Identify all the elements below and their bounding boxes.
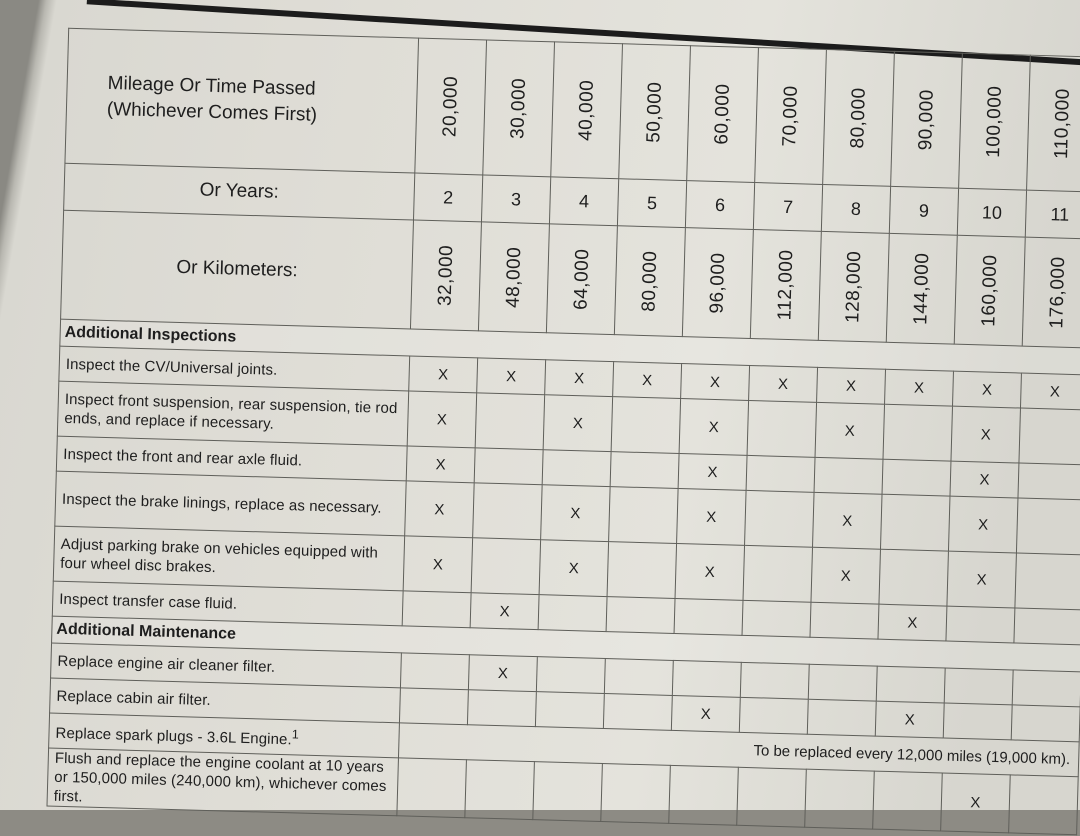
empty-cell xyxy=(533,762,603,822)
empty-cell xyxy=(737,767,807,827)
mileage-cell xyxy=(551,42,623,179)
empty-cell xyxy=(944,668,1013,705)
empty-cell xyxy=(876,666,945,703)
empty-cell xyxy=(606,597,675,634)
kilometer-wrap xyxy=(887,234,957,344)
empty-cell xyxy=(535,692,604,729)
empty-cell xyxy=(805,769,875,829)
service-mark: X xyxy=(950,461,1019,498)
mileage-cell xyxy=(415,38,487,175)
row-label xyxy=(47,748,398,816)
service-mark: X xyxy=(406,446,475,483)
empty-cell xyxy=(399,688,468,725)
empty-cell xyxy=(542,450,611,487)
kilometer-value: 176,000 xyxy=(1045,256,1069,329)
mileage-header-label xyxy=(65,28,419,173)
empty-cell xyxy=(467,690,536,727)
empty-cell xyxy=(1016,498,1080,555)
service-mark: X xyxy=(813,492,883,549)
year-value: 9 xyxy=(889,186,958,235)
mileage-cell xyxy=(619,44,691,181)
year-value: 2 xyxy=(413,173,482,222)
kilometer-cell xyxy=(410,220,481,331)
mileage-wrap xyxy=(1027,56,1080,192)
empty-cell xyxy=(604,659,673,696)
mileage-value: 80,000 xyxy=(846,87,870,149)
schedule-body xyxy=(47,28,1080,834)
kilometer-value: 96,000 xyxy=(706,252,729,314)
empty-cell xyxy=(607,542,677,599)
kilometer-value: 128,000 xyxy=(841,250,865,324)
mileage-value: 70,000 xyxy=(778,85,802,147)
mileage-wrap xyxy=(551,42,622,178)
kilometer-wrap xyxy=(751,230,821,340)
year-value: 8 xyxy=(821,184,890,233)
year-value: 6 xyxy=(685,181,754,230)
empty-cell xyxy=(1012,670,1080,707)
mileage-cell xyxy=(1027,55,1080,192)
mileage-wrap xyxy=(959,54,1030,190)
kilometer-wrap xyxy=(819,232,889,342)
empty-cell xyxy=(882,459,951,496)
mileage-cell xyxy=(959,53,1031,190)
kilometer-cell xyxy=(954,235,1025,346)
year-value: 5 xyxy=(617,179,686,228)
row-label xyxy=(53,526,404,591)
footnote-marker: 1 xyxy=(291,727,300,742)
empty-cell xyxy=(1019,408,1080,465)
service-mark: X xyxy=(403,536,473,593)
empty-cell xyxy=(739,697,808,734)
kilometer-cell xyxy=(886,233,957,344)
empty-cell xyxy=(674,598,743,635)
mileage-wrap xyxy=(415,39,486,175)
year-value: 4 xyxy=(549,177,618,226)
row-label xyxy=(55,471,406,536)
mileage-cell xyxy=(755,48,827,185)
mileage-value: 110,000 xyxy=(1050,87,1074,160)
kilometer-cell xyxy=(1022,237,1080,348)
service-mark: X xyxy=(613,362,682,399)
mileage-wrap xyxy=(619,44,690,180)
section-title: Additional Inspections xyxy=(60,319,1080,375)
empty-cell xyxy=(475,393,545,450)
mileage-wrap xyxy=(755,48,826,184)
mileage-wrap xyxy=(483,40,554,176)
empty-cell xyxy=(402,591,471,628)
service-mark: X xyxy=(953,371,1022,408)
empty-cell xyxy=(747,400,817,457)
row-label-text: Flush and replace the engine coolant at 10 years or 150,000 miles (240,000 km), whichever comes first. xyxy=(53,749,387,806)
empty-cell xyxy=(609,487,679,544)
service-mark: X xyxy=(539,540,609,597)
service-mark: X xyxy=(477,358,546,395)
kilometer-value: 48,000 xyxy=(502,246,525,309)
row-label-text: Inspect the brake linings, replace as necessary. xyxy=(61,490,382,517)
kilometer-wrap xyxy=(411,221,481,331)
empty-cell xyxy=(745,490,815,547)
section-title: Additional Maintenance xyxy=(52,616,1080,672)
empty-cell xyxy=(742,600,811,637)
service-mark: X xyxy=(541,485,611,542)
mileage-value: 20,000 xyxy=(438,75,462,138)
mileage-cell xyxy=(823,49,895,186)
mileage-value: 50,000 xyxy=(642,81,666,144)
service-mark: X xyxy=(815,402,885,459)
service-mark: X xyxy=(1020,373,1080,410)
year-value: 7 xyxy=(753,183,822,232)
mileage-value: 100,000 xyxy=(982,85,1006,159)
service-mark: X xyxy=(409,356,478,393)
service-mark: X xyxy=(678,454,747,491)
service-mark: X xyxy=(941,773,1011,833)
service-mark: X xyxy=(545,360,614,397)
kilometer-cell xyxy=(682,228,753,339)
empty-cell xyxy=(672,660,741,697)
empty-cell xyxy=(880,494,950,551)
maintenance-schedule-table xyxy=(46,28,1080,835)
service-mark: X xyxy=(681,364,750,401)
empty-cell xyxy=(808,664,877,701)
empty-cell xyxy=(473,483,543,540)
row-label-text: Inspect the CV/Universal joints. xyxy=(65,355,278,379)
year-value: 10 xyxy=(957,188,1026,237)
kilometer-wrap xyxy=(1023,238,1080,348)
empty-cell xyxy=(946,606,1015,643)
empty-cell xyxy=(474,448,543,485)
service-mark: X xyxy=(677,489,747,546)
mileage-cell xyxy=(891,51,963,188)
mileage-header-line1: Mileage Or Time Passed xyxy=(107,72,316,100)
empty-cell xyxy=(743,545,813,602)
kilometer-value: 80,000 xyxy=(638,250,661,312)
kilometer-wrap xyxy=(479,222,549,332)
interval-note: To be replaced every 12,000 miles (19,000 km). xyxy=(398,723,1079,777)
year-value: 11 xyxy=(1025,190,1080,239)
kilometer-wrap xyxy=(683,228,753,338)
empty-cell xyxy=(610,452,679,489)
empty-cell xyxy=(740,662,809,699)
years-label: Or Years: xyxy=(64,163,415,220)
empty-cell xyxy=(1018,463,1080,500)
service-mark: X xyxy=(407,391,477,448)
row-label-text: Inspect transfer case fluid. xyxy=(59,590,238,613)
kilometer-cell xyxy=(750,230,821,341)
row-label-text: Replace spark plugs - 3.6L Engine. xyxy=(55,724,292,749)
mileage-value: 30,000 xyxy=(506,77,530,140)
empty-cell xyxy=(746,455,815,492)
empty-cell xyxy=(471,538,541,595)
row-label-text: Adjust parking brake on vehicles equipped with four wheel disc brakes. xyxy=(60,535,379,577)
service-mark: X xyxy=(543,395,613,452)
empty-cell xyxy=(1009,775,1079,835)
empty-cell xyxy=(669,765,739,825)
kilometer-value: 144,000 xyxy=(909,252,933,326)
service-mark: X xyxy=(875,701,944,738)
row-label xyxy=(57,381,408,446)
mileage-value: 40,000 xyxy=(574,79,598,142)
empty-cell xyxy=(601,764,671,824)
service-mark: X xyxy=(817,367,886,404)
row-label-text: Replace engine air cleaner filter. xyxy=(57,652,276,676)
row-label-text: Replace cabin air filter. xyxy=(56,687,211,709)
kilometer-value: 64,000 xyxy=(570,248,593,311)
mileage-cell xyxy=(687,46,759,183)
empty-cell xyxy=(873,771,943,831)
mileage-value: 60,000 xyxy=(710,83,734,145)
service-mark: X xyxy=(470,593,539,630)
mileage-header-line2: (Whichever Comes First) xyxy=(106,98,318,126)
empty-cell xyxy=(536,657,605,694)
empty-cell xyxy=(810,602,879,639)
empty-cell xyxy=(943,703,1012,740)
kilometer-wrap xyxy=(615,226,685,336)
empty-cell xyxy=(883,404,953,461)
kilometers-label: Or Kilometers: xyxy=(61,210,414,329)
kilometer-cell xyxy=(818,231,889,342)
kilometer-wrap xyxy=(547,224,617,334)
row-label-text: Inspect the front and rear axle fluid. xyxy=(63,445,303,469)
empty-cell xyxy=(611,397,681,454)
service-mark: X xyxy=(749,365,818,402)
empty-cell xyxy=(603,694,672,731)
service-mark: X xyxy=(878,604,947,641)
mileage-wrap xyxy=(891,52,962,188)
page-sheet xyxy=(7,0,1080,827)
service-mark: X xyxy=(811,547,881,604)
empty-cell xyxy=(400,653,469,690)
empty-cell xyxy=(1014,608,1080,645)
service-mark: X xyxy=(671,695,740,732)
empty-cell xyxy=(1015,553,1080,610)
empty-cell xyxy=(814,457,883,494)
empty-cell xyxy=(879,549,949,606)
year-value: 3 xyxy=(481,175,550,224)
service-mark: X xyxy=(951,406,1021,463)
empty-cell xyxy=(807,699,876,736)
kilometer-cell xyxy=(614,226,685,337)
mileage-wrap xyxy=(823,50,894,186)
mileage-cell xyxy=(483,40,555,177)
kilometer-cell xyxy=(478,222,549,333)
empty-cell xyxy=(397,758,467,818)
service-mark: X xyxy=(947,551,1017,608)
service-mark: X xyxy=(405,481,475,538)
service-mark: X xyxy=(885,369,954,406)
row-label-text: Inspect front suspension, rear suspension, tie rod ends, and replace if necessary. xyxy=(64,390,398,433)
service-mark: X xyxy=(679,399,749,456)
empty-cell xyxy=(465,760,535,820)
mileage-value: 90,000 xyxy=(914,88,938,151)
service-mark: X xyxy=(675,543,745,600)
service-mark: X xyxy=(948,496,1018,553)
kilometer-value: 112,000 xyxy=(773,249,797,321)
empty-cell xyxy=(1011,705,1080,742)
kilometer-value: 32,000 xyxy=(434,244,457,307)
service-mark: X xyxy=(468,655,537,692)
kilometer-value: 160,000 xyxy=(977,254,1001,327)
kilometer-cell xyxy=(546,224,617,335)
kilometer-wrap xyxy=(955,236,1025,346)
empty-cell xyxy=(538,595,607,632)
mileage-wrap xyxy=(687,46,758,182)
